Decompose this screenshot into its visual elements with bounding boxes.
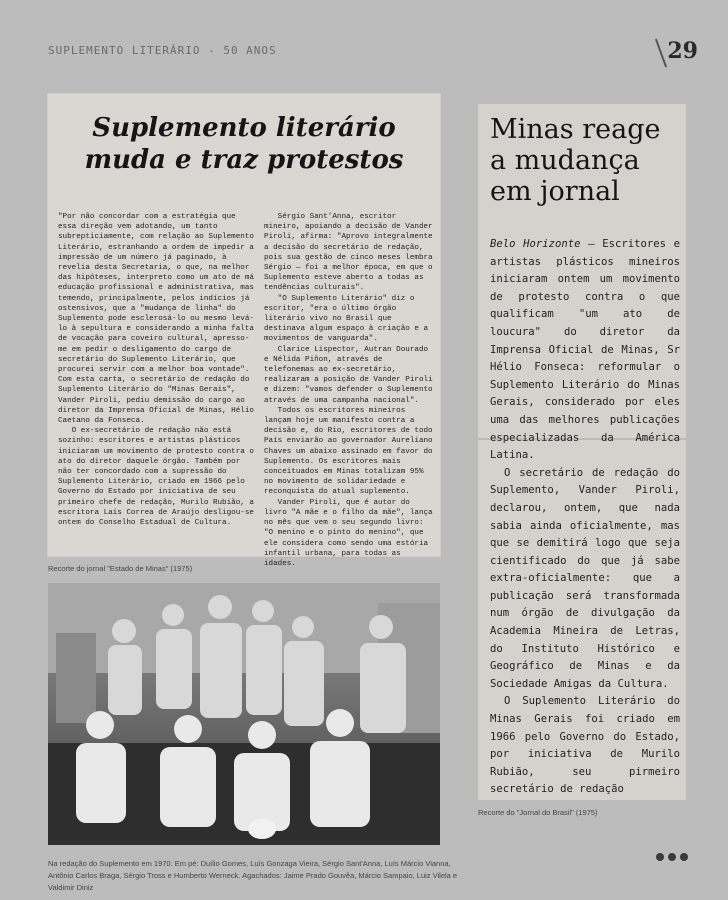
running-header: SUPLEMENTO LITERÁRIO - 50 ANOS <box>48 44 277 57</box>
clipping-headline-line: a mudança <box>490 145 640 176</box>
page-number-divider <box>655 39 667 68</box>
more-dots-icon <box>656 846 692 865</box>
clipping-column-right: Sérgio Sant'Anna, escritor mineiro, apoiando a decisão de Vander Piroli, afirma: "Aprovo integralmente a decisão do secretário de redação, pois sua gestão de cinco meses lembra Sérgio — foi a melhor época, em que o Suplemento esteve aberto a todas as tendências culturais". "O Suplemento Literário" diz o escritor, "era o último órgão literário vivo no Brasil que destinava algum espaço à criação e a movimentos de vanguarda". Clarice Lispector, Autran Dourado e Nélida Piñon, através de telefonemas ao ex-secretário, realizaram a posição de Vander Piroli e dizem: "vamos defender o Suplemento através de uma campanha nacional". Todos os escritores mineiros lançam hoje um manifesto contra a decisão e, do Rio, escritores de todo País enviarão ao governador Aureliano Chaves um abaixo assinado em favor do Suplemento. Os escritores mais conceituados em Minas totalizam 95% no movimento de solidariedade e reconquista do atual suplemento. Vander Piroli, que é autor do livro "A mãe e o filho da mãe", lança no mês que vem o seu segundo livro: "O menino e o pinto do menino", que ele considera como sendo uma estória infantil urbana, para todas as idades. <box>264 213 433 568</box>
clipping-paragraph <box>490 236 680 465</box>
dot <box>656 853 664 861</box>
paragraph-text: — Escritores e artistas plásticos mineiros iniciaram ontem um movimento de protesto contra o que qualificam "um ato de loucura" do diretor da Imprensa Oficial de Minas, Sr Hélio Fonseca: reformular o Suplemento Literário do Minas Gerais, considerado por eles uma das melhores publicações especializadas da América Latina. <box>490 238 681 462</box>
clipping-caption: Recorte do jornal "Estado de Minas" (1975) <box>48 564 193 573</box>
dateline: Belo Horizonte <box>490 238 581 250</box>
clipping-headline <box>490 114 680 207</box>
clipping-headline-line: em jornal <box>490 176 620 207</box>
clipping-body <box>490 236 680 799</box>
dot <box>668 853 676 861</box>
clipping-headline <box>48 112 440 176</box>
newsroom-photo-drawing <box>48 583 440 845</box>
newsroom-photo <box>48 583 440 845</box>
clipping-headline-line: Minas reage <box>490 114 661 145</box>
clipping-headline-line: Suplemento literário <box>92 113 396 143</box>
clipping-column-left: "Por não concordar com a estratégia que essa direção vem adotando, um tanto subrepticiamente, com relação ao Suplemento Literário, estranhando a ordem de impedir a impressão de um número já paginado, à revelia desta Secretaria, o que, na melhor das hipóteses, interpreto como um ato de má educação profissional e administrativa, mas temendo, principalmente, pelos indícios já ostensivos, que a "mudança de linha" do Suplemento pode esclerosá-lo ou mesmo levá-lo à sepultura e considerando a minha falta de vocação para coveiro cultural, apresso-me em pedir o desligamento do cargo de secretário do Suplemento Literário, que procurei servir com a melhor boa vontade". Com esta carta, o secretário de redação do Suplemento Literário do "Minas Gerais", Vander Piroli, pediu demissão do cargo ao diretor da Imprensa Oficial de Minas, Hélio Caetano da Fonseca. O ex-secretário de redação não está sozinho: escritores e artistas plásticos iniciaram um movimento de protesto contra o ato do diretor daquele órgão. Também por não ter concordado com a supressão do Suplemento Literário, criado em 1966 pelo Governo do Estado por iniciativa de seu primeiro chefe de redação, Murilo Rubião, a escritora Laís Correa de Araújo desligou-se ontem do Conselho Estadual de Cultura. <box>58 213 254 528</box>
clipping-paragraph: O Suplemento Literário do Minas Gerais foi criado em 1966 pelo Governo do Estado, por iniciativa de Murilo Rubião, seu pirmeiro secretário de redação <box>490 695 680 796</box>
newspaper-clipping-estado-de-minas <box>48 94 440 568</box>
photo-caption: Na redação do Suplemento em 1970. Em pé: Duílio Gomes, Luís Gonzaga Vieira, Sérgio Sant'Anna, Luís Márcio Vianna, Antônio Carlos Braga, Sérgio Tross e Humberto Werneck. Agachados: Jaime Prado Gouvêa, Márcio Sampaio, Luiz Vilela e Valdimir Diniz <box>48 859 458 892</box>
clipping-caption: Recorte do "Jornal do Brasil" (1975) <box>478 808 598 817</box>
page-number: 29 <box>667 38 698 64</box>
clipping-headline-line: muda e traz protestos <box>84 145 404 175</box>
clipping-paragraph: O secretário de redação do Suplemento, Vander Piroli, declarou, ontem, que nada sabia ainda oficialmente, mas que se demitirá logo que seja cientificado do que já sabe extra-oficialmente: que a publicação será transformada num órgão de divulgação da Academia Mineira de Letras, do Instituto Histórico e Geográfico de Minas e da Sociedade Amigas da Cultura. <box>490 466 680 690</box>
newspaper-clipping-jornal-do-brasil <box>478 104 686 800</box>
dot <box>680 853 688 861</box>
